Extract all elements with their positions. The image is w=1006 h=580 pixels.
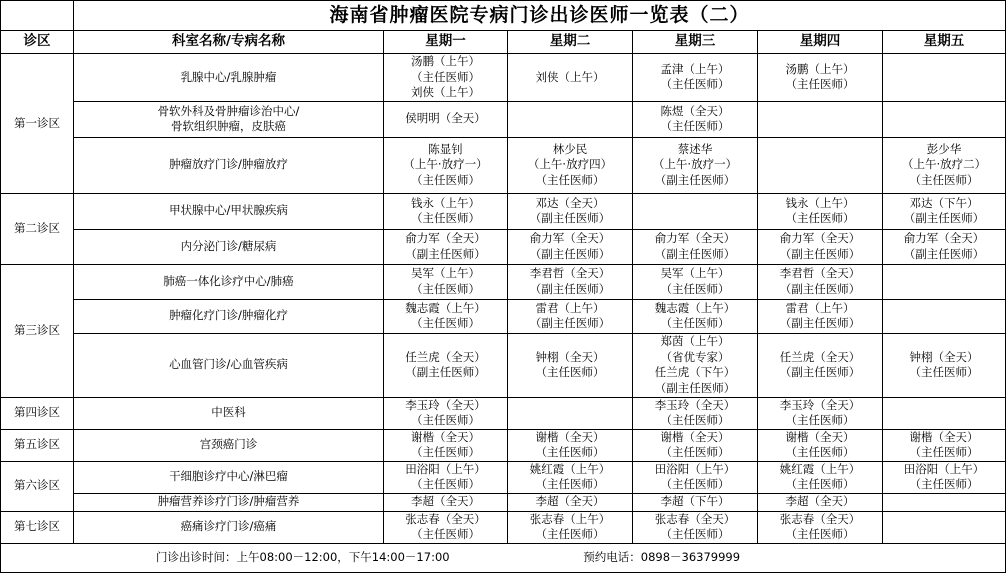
schedule-cell [883, 429, 1006, 461]
doctor-entry-line: （上午·放疗一） [403, 157, 488, 172]
doctor-entry-line: （主任医师） [785, 211, 855, 225]
doctor-entry-line: （副主任医师） [529, 316, 611, 330]
zone-cell: 第七诊区 [1, 511, 74, 543]
doctor-entry-line: 俞力军（全天） [529, 231, 611, 245]
doctor-entry-line: 俞力军（全天） [903, 231, 985, 245]
doctor-entry-line: （主任医师） [411, 211, 480, 225]
doctor-entry-line: （副主任医师） [529, 211, 611, 225]
schedule-cell [883, 397, 1006, 429]
doctor-entry-line: （上午·放疗一） [652, 157, 738, 172]
schedule-cell [883, 299, 1006, 333]
title-row [1, 1, 1006, 31]
header-monday: 星期一 [384, 31, 508, 54]
zone-cell: 第六诊区 [1, 461, 74, 511]
doctor-entry-line: 郑茵（上午） [660, 334, 730, 348]
schedule-cell [633, 137, 758, 193]
doctor-entry-line: （主任医师） [411, 172, 480, 187]
schedule-cell [883, 54, 1006, 102]
doctor-entry-line: 谢楷（全天） [909, 429, 979, 444]
department-name-line: 乳腺中心/乳腺肿瘤 [180, 69, 277, 84]
schedule-cell [508, 511, 633, 543]
schedule-cell [883, 493, 1006, 511]
table-row [1, 137, 1006, 193]
schedule-cell [758, 193, 883, 229]
zone-cell: 第三诊区 [1, 264, 74, 397]
booking-phone: 预约电话：0898－36379999 [583, 549, 741, 564]
doctor-entry-line: 李玉玲（全天） [654, 397, 736, 412]
department-cell [74, 137, 384, 193]
header-row [1, 31, 1006, 54]
doctor-entry-line: （副主任医师） [529, 246, 611, 261]
doctor-entry-line: （主任医师） [535, 527, 605, 541]
schedule-cell [758, 54, 883, 102]
doctor-entry-line: 姚红霞（上午） [779, 461, 861, 476]
schedule-cell [883, 333, 1006, 397]
department-cell [74, 54, 384, 102]
table-row [1, 54, 1006, 102]
schedule-cell [883, 264, 1006, 299]
schedule-cell [883, 137, 1006, 193]
doctor-entry-line: （副主任医师） [903, 246, 985, 261]
doctor-entry-line: 俞力军（全天） [779, 231, 861, 245]
schedule-cell [758, 264, 883, 299]
doctor-entry-line: 李超（全天） [535, 494, 605, 509]
table-row [1, 299, 1006, 333]
doctor-entry-line: （副主任医师） [779, 365, 861, 379]
schedule-cell [633, 193, 758, 229]
doctor-entry-line: 李君哲（全天） [529, 266, 611, 280]
schedule-cell [633, 461, 758, 493]
department-name-line: 甲状腺中心/甲状腺疾病 [169, 203, 288, 218]
schedule-cell [384, 264, 508, 299]
department-cell [74, 493, 384, 511]
header-tuesday: 星期二 [508, 31, 633, 54]
table-row [1, 333, 1006, 397]
doctor-entry-line: （副主任医师） [779, 246, 861, 261]
department-name-line: 中医科 [211, 405, 246, 420]
department-name-line: 宫颈癌门诊 [199, 437, 258, 452]
schedule-cell [508, 54, 633, 102]
doctor-entry-line: 李超（全天） [411, 494, 480, 509]
schedule-cell [633, 397, 758, 429]
schedule-cell [633, 101, 758, 137]
schedule-cell [883, 101, 1006, 137]
doctor-entry-line: 李君哲（全天） [779, 266, 861, 280]
doctor-entry-line: （主任医师） [411, 69, 480, 84]
doctor-entry-line: 钟栩（全天） [535, 349, 605, 364]
schedule-cell [508, 429, 633, 461]
doctor-entry-line: （主任医师） [411, 413, 480, 427]
schedule-cell [758, 137, 883, 193]
department-name-line: 肺癌一体化诊疗中心/肺癌 [163, 273, 294, 288]
doctor-entry-line: （主任医师） [909, 445, 979, 459]
department-cell [74, 429, 384, 461]
schedule-cell [384, 101, 508, 137]
doctor-entry-line: （副主任医师） [405, 365, 486, 379]
table-row [1, 193, 1006, 229]
doctor-entry-line: （上午·放疗四） [527, 157, 613, 172]
schedule-cell [883, 511, 1006, 543]
doctor-entry-line: （主任医师） [535, 365, 605, 379]
schedule-cell [633, 299, 758, 333]
doctor-entry-line: 李超（下午） [660, 494, 730, 509]
schedule-cell [758, 229, 883, 264]
schedule-cell [758, 493, 883, 511]
schedule-cell [633, 493, 758, 511]
table-row [1, 229, 1006, 264]
doctor-entry-line: （主任医师） [660, 281, 730, 296]
doctor-entry-line: （主任医师） [785, 477, 855, 491]
doctor-entry-line: （主任医师） [660, 316, 730, 330]
department-cell [74, 264, 384, 299]
table-row [1, 397, 1006, 429]
schedule-cell [508, 229, 633, 264]
doctor-entry-line: 李玉玲（全天） [779, 397, 861, 412]
schedule-cell [508, 264, 633, 299]
zone-cell: 第一诊区 [1, 54, 74, 194]
department-cell [74, 461, 384, 493]
department-name-line: 肿瘤化疗门诊/肿瘤化疗 [169, 308, 288, 323]
department-cell [74, 193, 384, 229]
clinic-hours: 门诊出诊时间：上午08:00－12:00，下午14:00－17:00 [156, 549, 450, 564]
doctor-entry-line: 陈显钊 [428, 141, 463, 156]
schedule-cell [508, 299, 633, 333]
doctor-entry-line: 邓达（全天） [535, 195, 605, 210]
doctor-entry-line: 钱永（上午） [785, 195, 855, 210]
doctor-entry-line: 田浴阳（上午） [654, 461, 736, 476]
doctor-entry-line: 雷君（上午） [535, 300, 605, 315]
doctor-entry-line: （副主任医师） [405, 246, 486, 261]
footer-row [1, 543, 1006, 572]
department-cell [74, 333, 384, 397]
doctor-entry-line: （主任医师） [785, 77, 855, 92]
doctor-entry-line: 姚红霞（上午） [529, 461, 611, 476]
table-row [1, 264, 1006, 299]
doctor-entry-line: 孟津（上午） [660, 61, 730, 76]
doctor-entry-line: （主任医师） [660, 477, 730, 491]
doctor-entry-line: 谢楷（全天） [535, 429, 605, 444]
doctor-entry-line: （副主任医师） [903, 211, 985, 225]
doctor-entry-line: 李玉玲（全天） [405, 397, 486, 412]
doctor-entry-line: 田浴阳（上午） [903, 461, 985, 476]
schedule-cell [384, 429, 508, 461]
header-thursday: 星期四 [758, 31, 883, 54]
doctor-entry-line: （副主任医师） [654, 172, 736, 187]
schedule-cell [384, 299, 508, 333]
table-row [1, 461, 1006, 493]
department-name-line: 干细胞诊疗中心/淋巴瘤 [169, 469, 288, 484]
doctor-entry-line: （主任医师） [909, 477, 979, 491]
doctor-entry-line: （主任医师） [411, 316, 480, 330]
doctor-entry-line: （主任医师） [660, 527, 730, 541]
schedule-cell [384, 229, 508, 264]
department-name-line: 骨软外科及骨肿瘤诊治中心/ [157, 103, 300, 118]
doctor-entry-line: 侯明明（全天） [405, 111, 486, 126]
doctor-entry-line: （主任医师） [660, 119, 730, 133]
table-row [1, 101, 1006, 137]
table-row [1, 429, 1006, 461]
doctor-entry-line: （副主任医师） [779, 281, 861, 296]
doctor-entry-line: 俞力军（全天） [654, 231, 736, 245]
doctor-entry-line: 张志春（全天） [405, 511, 486, 526]
department-cell [74, 397, 384, 429]
doctor-entry-line: （副主任医师） [654, 380, 736, 395]
schedule-cell [508, 493, 633, 511]
schedule-cell [633, 429, 758, 461]
doctor-entry-line: （副主任医师） [779, 316, 861, 330]
table-row [1, 511, 1006, 543]
footer-cell [1, 543, 1006, 572]
header-wednesday: 星期三 [633, 31, 758, 54]
doctor-entry-line: （主任医师） [411, 477, 480, 491]
schedule-cell [384, 193, 508, 229]
doctor-entry-line: 谢楷（全天） [411, 429, 480, 444]
doctor-entry-line: 吴军（上午） [660, 266, 730, 280]
schedule-cell [508, 397, 633, 429]
doctor-entry-line: 林少民 [552, 141, 588, 156]
doctor-entry-line: （主任医师） [785, 527, 855, 541]
doctor-entry-line: （主任医师） [535, 172, 605, 187]
doctor-entry-line: 钟栩（全天） [909, 349, 979, 364]
doctor-entry-line: 田浴阳（上午） [405, 461, 486, 476]
department-name-line: 癌痛诊疗门诊/癌痛 [180, 519, 277, 534]
schedule-cell [384, 333, 508, 397]
schedule-cell [758, 461, 883, 493]
schedule-cell [508, 333, 633, 397]
schedule-body [1, 54, 1006, 544]
doctor-entry-line: 吴军（上午） [411, 266, 480, 280]
schedule-cell [758, 397, 883, 429]
department-cell [74, 101, 384, 137]
doctor-entry-line: 任兰虎（下午） [654, 365, 736, 379]
doctor-entry-line: （副主任医师） [654, 246, 736, 261]
department-name-line: 骨软组织肿瘤，皮肤癌 [171, 119, 286, 133]
schedule-cell [883, 193, 1006, 229]
doctor-entry-line: （主任医师） [660, 77, 730, 92]
doctor-entry-line: 陈煜（全天） [660, 103, 730, 118]
schedule-cell [384, 511, 508, 543]
doctor-entry-line: （副主任医师） [529, 281, 611, 296]
department-name-line: 内分泌门诊/糖尿病 [180, 238, 277, 253]
doctor-entry-line: （省优专家） [660, 349, 730, 364]
schedule-cell [758, 429, 883, 461]
table-row [1, 493, 1006, 511]
schedule-cell [633, 264, 758, 299]
doctor-entry-line: （主任医师） [411, 281, 480, 296]
doctor-entry-line: 汤鹏（上午） [411, 54, 480, 68]
doctor-entry-line: 刘侠（上午） [535, 69, 605, 84]
department-name-line: 心血管门诊/心血管疾病 [169, 357, 288, 372]
doctor-entry-line: （上午·放疗二） [901, 157, 987, 172]
doctor-entry-line: （主任医师） [411, 445, 480, 459]
zone-cell: 第五诊区 [1, 429, 74, 461]
department-name-line: 肿瘤放疗门诊/肿瘤放疗 [169, 157, 288, 172]
page-title: 海南省肿瘤医院专病门诊出诊医师一览表（二） [74, 1, 1006, 31]
schedule-cell [384, 397, 508, 429]
schedule-cell [384, 493, 508, 511]
schedule-cell [508, 461, 633, 493]
doctor-entry-line: 任兰虎（全天） [405, 349, 486, 364]
schedule-cell [384, 137, 508, 193]
doctor-entry-line: 谢楷（全天） [660, 429, 730, 444]
doctor-entry-line: （主任医师） [785, 413, 855, 427]
header-zone: 诊区 [1, 31, 74, 54]
schedule-cell [633, 229, 758, 264]
doctor-entry-line: 雷君（上午） [785, 300, 855, 315]
doctor-entry-line: （主任医师） [535, 445, 605, 459]
schedule-cell [883, 229, 1006, 264]
schedule-cell [508, 193, 633, 229]
doctor-entry-line: 彭少华 [926, 141, 962, 156]
schedule-cell [883, 461, 1006, 493]
schedule-cell [633, 511, 758, 543]
schedule-cell [508, 101, 633, 137]
doctor-entry-line: 魏志霞（上午） [405, 300, 486, 315]
doctor-entry-line: （主任医师） [909, 172, 979, 187]
department-cell [74, 229, 384, 264]
department-cell [74, 299, 384, 333]
doctor-entry-line: （主任医师） [411, 527, 480, 541]
doctor-entry-line: 魏志霞（上午） [654, 300, 736, 315]
zone-cell: 第二诊区 [1, 193, 74, 264]
doctor-entry-line: 李超（全天） [785, 494, 855, 509]
doctor-entry-line: 张志春（全天） [654, 511, 736, 526]
schedule-cell [758, 101, 883, 137]
corner-cell [1, 1, 74, 31]
schedule-cell [508, 137, 633, 193]
doctor-entry-line: （主任医师） [535, 477, 605, 491]
doctor-entry-line: 刘侠（上午） [411, 85, 480, 99]
doctor-entry-line: 汤鹏（上午） [785, 61, 855, 76]
schedule-cell [633, 54, 758, 102]
doctor-entry-line: 谢楷（全天） [785, 429, 855, 444]
doctor-entry-line: 张志春（上午） [529, 511, 611, 526]
doctor-entry-line: （主任医师） [909, 365, 979, 379]
header-department: 科室名称/专病名称 [74, 31, 384, 54]
doctor-entry-line: （主任医师） [660, 445, 730, 459]
doctor-entry-line: （主任医师） [660, 413, 730, 427]
doctor-entry-line: 任兰虎（全天） [779, 349, 861, 364]
schedule-cell [384, 54, 508, 102]
doctor-entry-line: 蔡述华 [677, 141, 713, 156]
schedule-cell [384, 461, 508, 493]
doctor-entry-line: 俞力军（全天） [405, 231, 486, 245]
doctor-entry-line: 邓达（下午） [909, 195, 979, 210]
department-name-line: 肿瘤营养诊疗门诊/肿瘤营养 [157, 494, 300, 509]
schedule-cell [758, 333, 883, 397]
schedule-cell [633, 333, 758, 397]
zone-cell: 第四诊区 [1, 397, 74, 429]
schedule-cell [758, 511, 883, 543]
schedule-cell [758, 299, 883, 333]
department-cell [74, 511, 384, 543]
doctor-entry-line: 张志春（全天） [779, 511, 861, 526]
doctor-entry-line: （主任医师） [785, 445, 855, 459]
doctor-entry-line: 钱永（上午） [411, 195, 480, 210]
header-friday: 星期五 [883, 31, 1006, 54]
